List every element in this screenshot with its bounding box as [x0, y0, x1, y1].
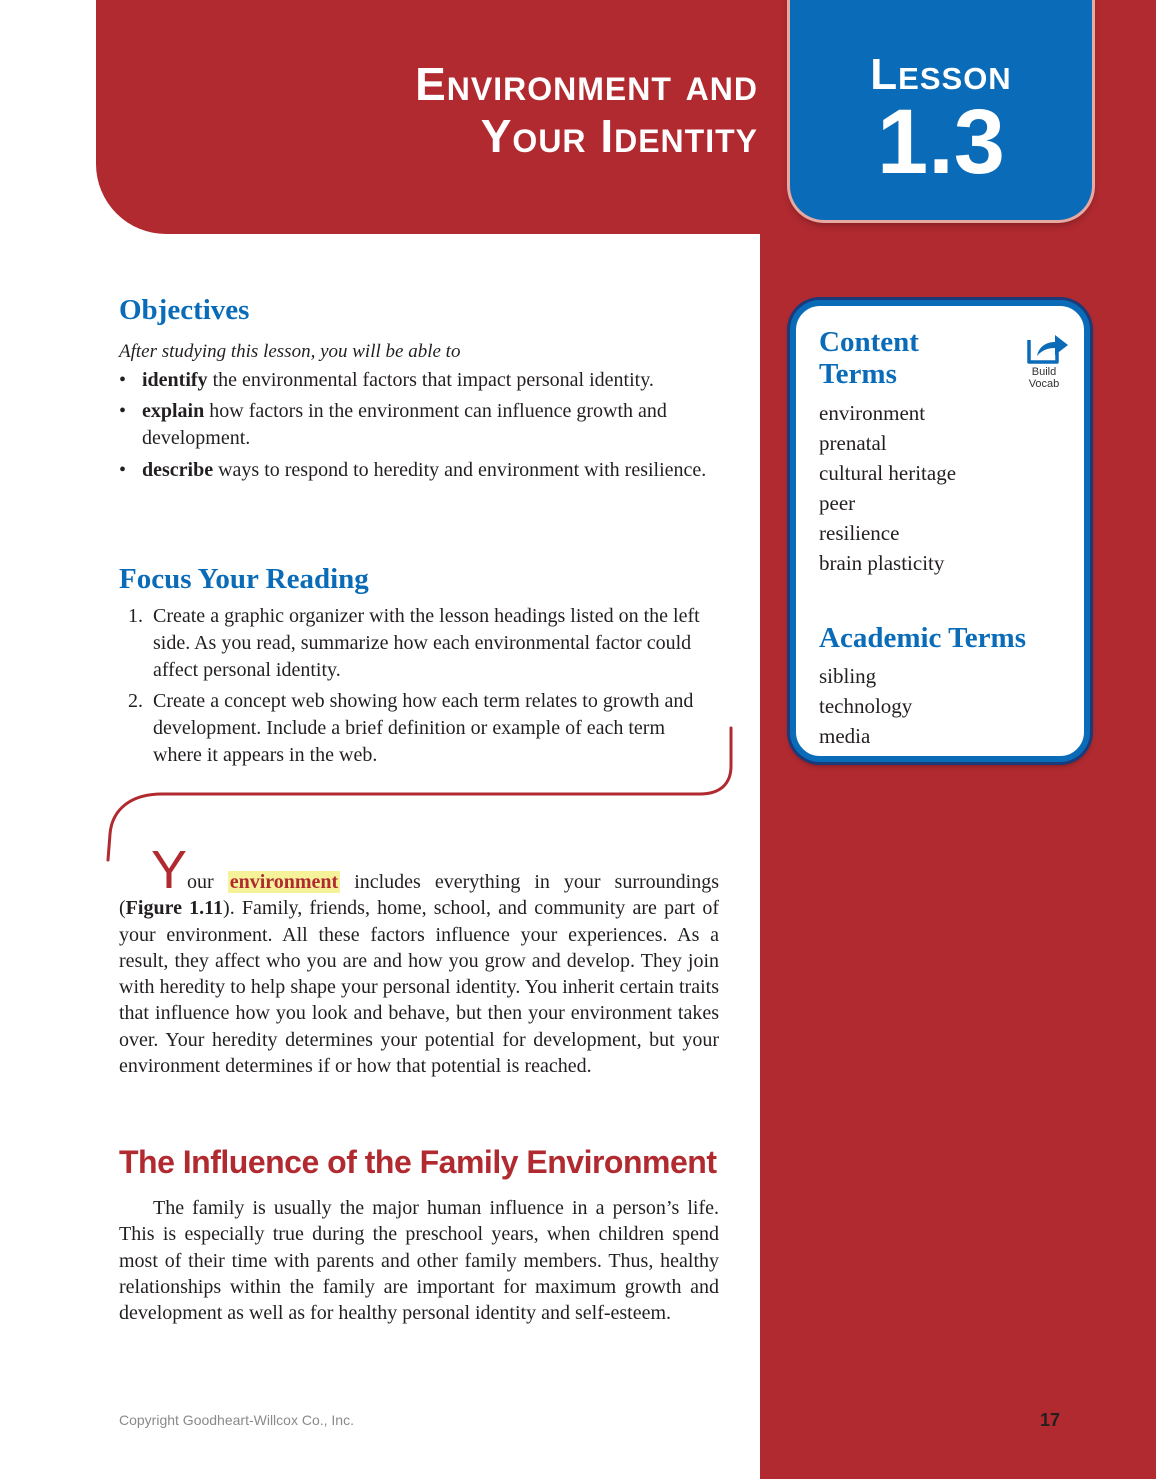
focus-item-text: Create a concept web showing how each term relates to growth and development. Include a brief definition or example of each term where it appears in the web. [153, 690, 694, 766]
content-term: brain plasticity [819, 551, 945, 575]
content-term: resilience [819, 521, 900, 545]
bullet-dot: • [119, 369, 127, 391]
objectives-intro: After studying this lesson, you will be able to [119, 341, 461, 362]
focus-reading-heading: Focus Your Reading [119, 563, 369, 595]
objective-item [119, 457, 719, 484]
key-term-highlight: environment [229, 871, 339, 893]
section-paragraph: The family is usually the major human influence in a person’s life. This is especially true during the preschool years, when children spend most of their time with parents and other family members. Thus, healthy relationships within the family are important for maximum growth and development as well as for healthy personal identity and self-esteem. [119, 1197, 719, 1325]
intro-text: includes everything in your surroundings ( [119, 871, 719, 920]
vocab-label-line-1: Build [1031, 366, 1057, 378]
vocab-label-line-2: Vocab [1028, 378, 1060, 390]
objective-text: the environmental factors that impact personal identity. [207, 369, 654, 391]
bullet-dot: • [119, 400, 127, 422]
content-terms-heading-line-2: Terms [819, 358, 897, 390]
terms-sidebar [790, 300, 1090, 762]
page-title [415, 58, 758, 162]
title-line-2: Your Identity [480, 110, 758, 162]
title-line-1: Environment and [415, 58, 758, 110]
objective-verb: identify [142, 369, 208, 391]
focus-item-number: 1. [128, 605, 143, 627]
decorative-swoosh [100, 726, 740, 866]
objective-verb: describe [142, 459, 214, 481]
objective-item [119, 367, 719, 394]
intro-text: our [187, 871, 228, 893]
share-arrow-icon[interactable] [1025, 330, 1071, 366]
content-terms-heading-line-1: Content [819, 326, 919, 358]
objective-text: ways to respond to heredity and environment with resilience. [213, 459, 707, 481]
focus-item [128, 603, 718, 684]
objective-text: how factors in the environment can influence growth and development. [142, 400, 667, 449]
lesson-label: Lesson [870, 50, 1012, 99]
objective-verb: explain [142, 400, 205, 422]
intro-paragraph [119, 840, 720, 1079]
figure-reference: Figure 1.11 [125, 897, 224, 920]
content-term: peer [819, 491, 856, 515]
content-terms-heading [819, 326, 919, 390]
academic-terms-heading: Academic Terms [819, 622, 1026, 654]
academic-term: sibling [819, 664, 877, 688]
section-heading: The Influence of the Family Environment [119, 1144, 717, 1180]
content-term: environment [819, 401, 926, 425]
focus-item-text: Create a graphic organizer with the lesson headings listed on the left side. As you read, summarize how each environmental factor could affect personal identity. [153, 605, 700, 681]
content-term: prenatal [819, 431, 887, 455]
drop-cap: Y [151, 840, 188, 900]
objectives-heading: Objectives [119, 294, 250, 326]
content-term: cultural heritage [819, 461, 957, 485]
copyright-footer: Copyright Goodheart-Willcox Co., Inc. [119, 1412, 354, 1428]
indent [119, 871, 151, 893]
page-number: 17 [1039, 1410, 1060, 1430]
focus-item-number: 2. [128, 690, 143, 712]
bullet-dot: • [119, 459, 127, 481]
lesson-tab [790, 0, 1092, 220]
lesson-number: 1.3 [877, 91, 1005, 193]
intro-text: ). Family, friends, home, school, and community are part of your environment. All these factors influence your experiences. As a result, they affect who you are and how you grow and develop. They join with heredity to help shape your personal identity. You inherit certain traits that influence how you look and behave, but then your environment takes over. Your heredity determines your potential for development, but your environment determines if or how that potential is reached. [119, 897, 720, 1078]
academic-term: technology [819, 694, 913, 718]
build-vocab-label[interactable] [1018, 366, 1070, 390]
objective-item [119, 398, 719, 452]
academic-term: media [819, 724, 871, 748]
